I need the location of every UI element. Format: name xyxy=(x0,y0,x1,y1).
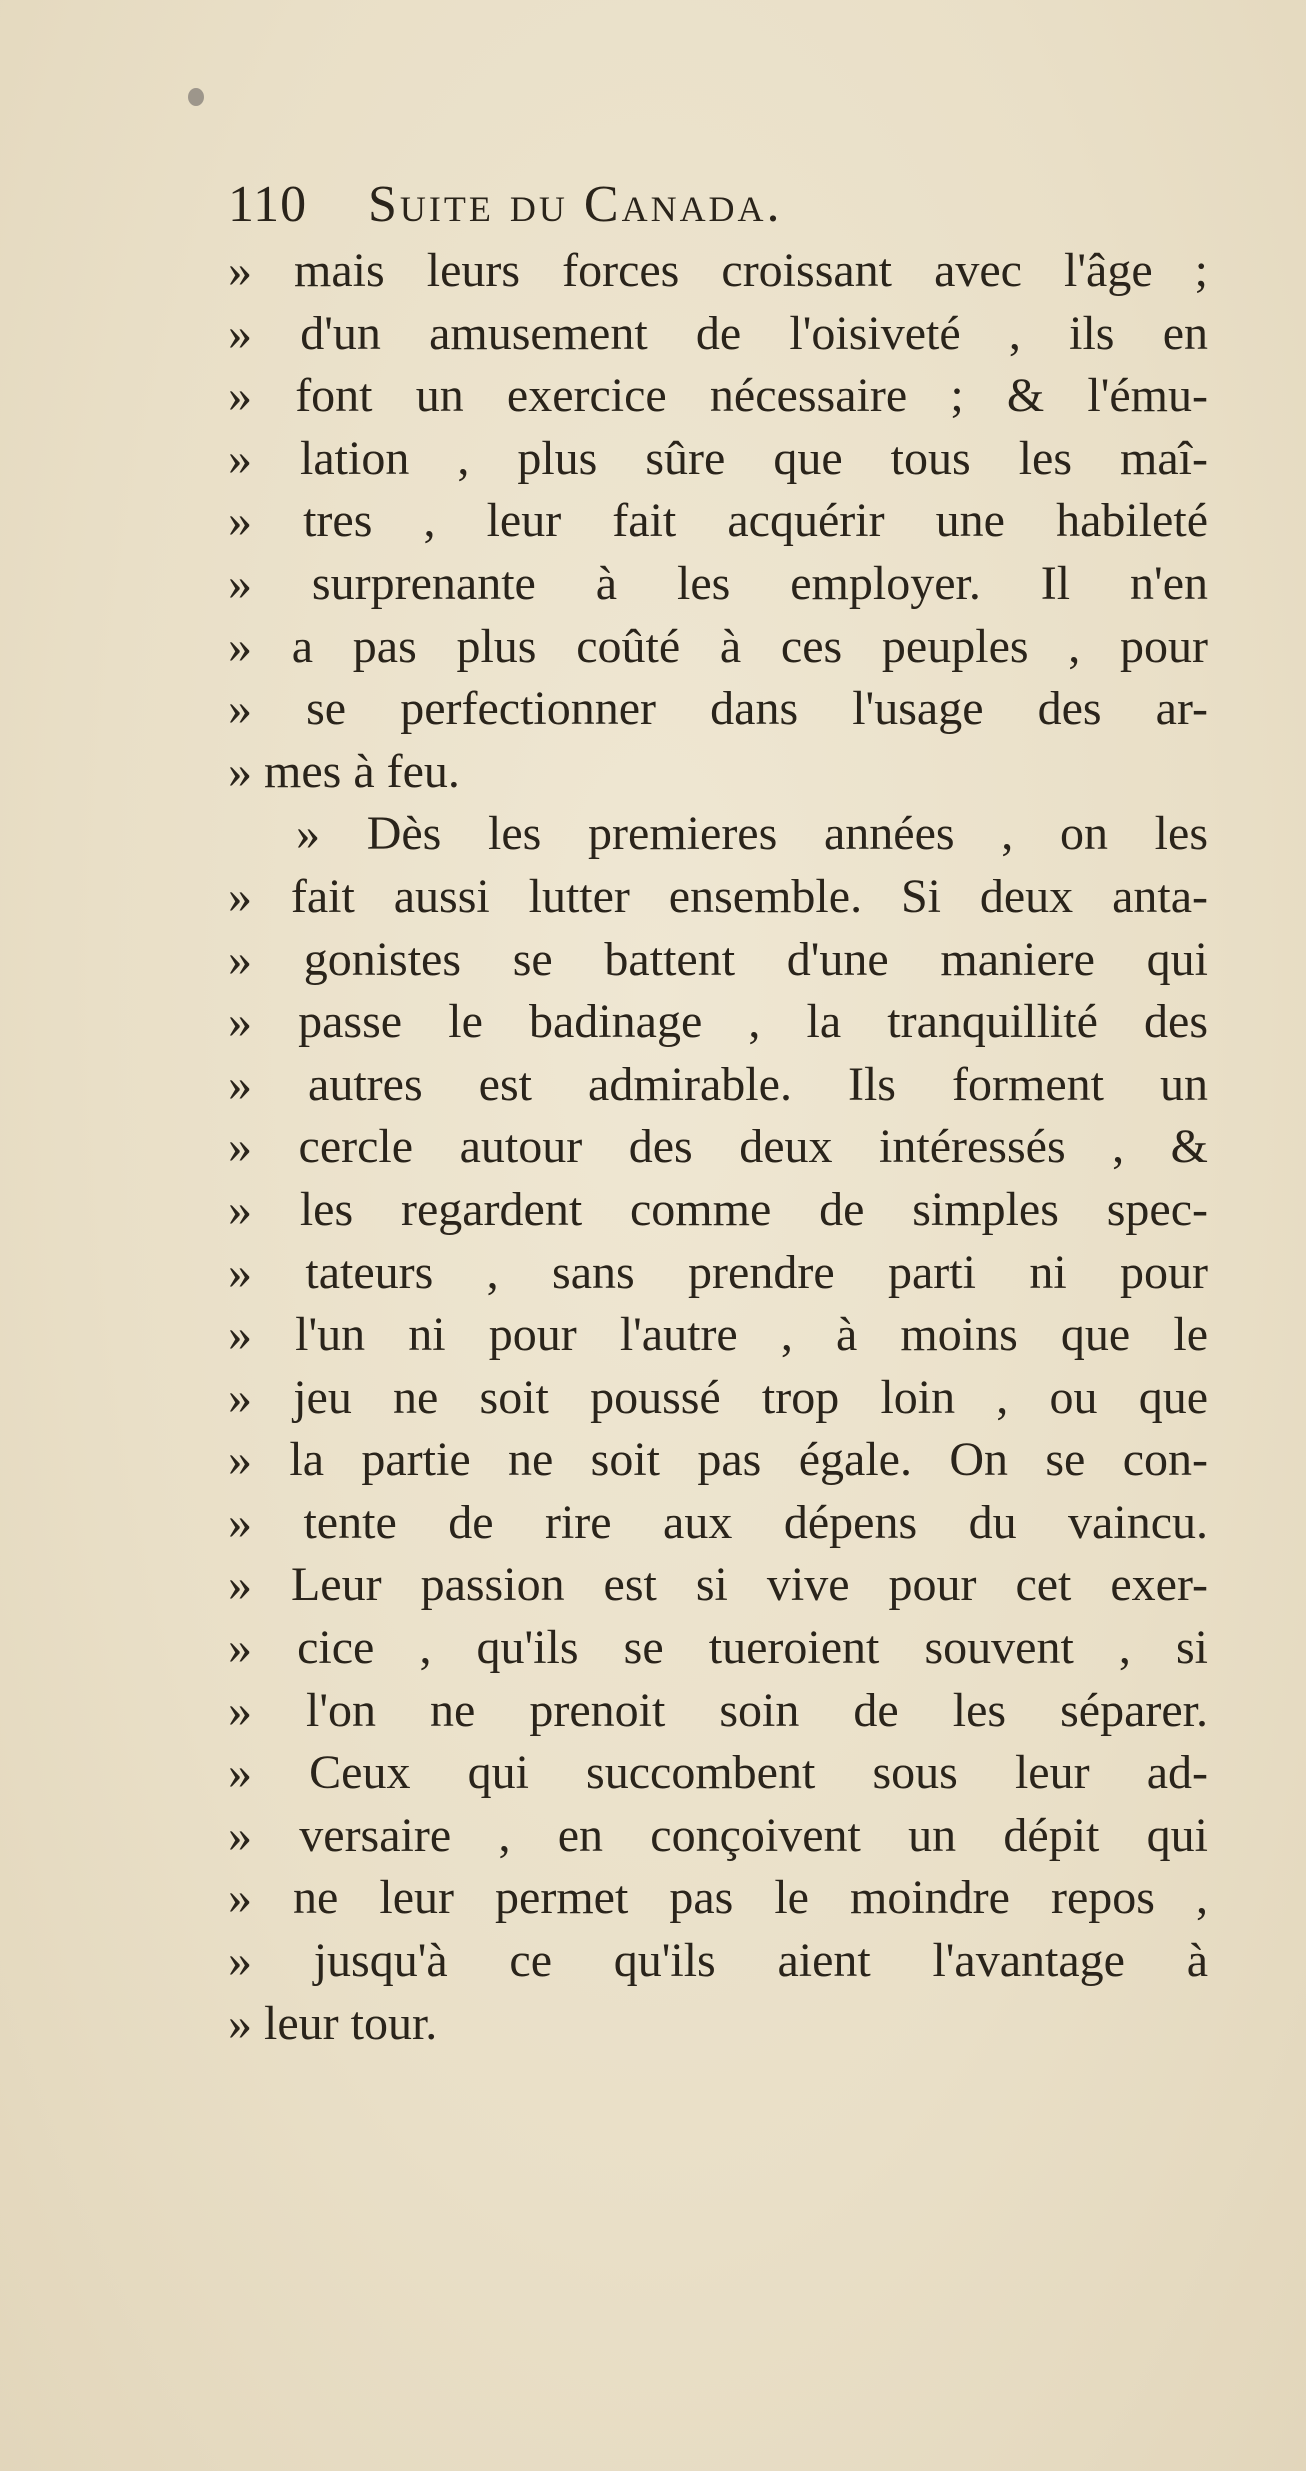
text-line: » passe le badinage , la tranquillité des xyxy=(228,995,1208,1049)
text-line: » tente de rire aux dépens du vaincu. xyxy=(228,1495,1208,1549)
text-line: » tres , leur fait acquérir une habileté xyxy=(228,494,1208,548)
text-line: » tateurs , sans prendre parti ni pour xyxy=(228,1245,1208,1299)
text-line: » l'un ni pour l'autre , à moins que le xyxy=(228,1308,1208,1362)
text-line: » versaire , en conçoivent un dépit qui xyxy=(228,1808,1208,1862)
text-line: » a pas plus coûté à ces peuples , pour xyxy=(228,619,1208,673)
text-line: » surprenante à les employer. Il n'en xyxy=(228,556,1208,610)
text-line: » gonistes se battent d'une maniere qui xyxy=(228,932,1208,986)
text-line: » leur tour. xyxy=(228,1996,438,2050)
text-line: » jeu ne soit poussé trop loin , ou que xyxy=(228,1370,1208,1424)
ink-spot xyxy=(188,88,204,106)
text-line: » Leur passion est si vive pour cet exer- xyxy=(228,1558,1208,1612)
text-line: » lation , plus sûre que tous les maî- xyxy=(228,431,1208,485)
text-line: » se perfectionner dans l'usage des ar- xyxy=(228,682,1208,736)
body-text xyxy=(228,240,1208,2055)
text-line: » autres est admirable. Ils forment un xyxy=(228,1057,1208,1111)
text-line: » d'un amusement de l'oisiveté , ils en xyxy=(228,306,1208,360)
page-number: 110 xyxy=(228,176,308,233)
text-line: » mais leurs forces croissant avec l'âge ; xyxy=(228,244,1208,297)
text-line: » Ceux qui succombent sous leur ad- xyxy=(228,1746,1208,1800)
text-line: » fait aussi lutter ensemble. Si deux anta- xyxy=(228,869,1208,923)
text-line: » ne leur permet pas le moindre repos , xyxy=(228,1871,1208,1925)
text-line: » cice , qu'ils se tueroient souvent , si xyxy=(228,1621,1208,1675)
text-line: » jusqu'à ce qu'ils aient l'avantage à xyxy=(228,1934,1208,1988)
text-line: » mes à feu. xyxy=(228,744,460,798)
text-line: » l'on ne prenoit soin de les séparer. xyxy=(228,1683,1208,1737)
text-line: » font un exercice nécessaire ; & l'ému- xyxy=(228,369,1208,423)
text-line: » cercle autour des deux intéressés , & xyxy=(228,1120,1208,1174)
text-line: » les regardent comme de simples spec- xyxy=(228,1182,1208,1236)
text-line: » la partie ne soit pas égale. On se con- xyxy=(228,1433,1208,1487)
running-head xyxy=(228,175,1128,245)
running-title: Suite du Canada. xyxy=(368,176,783,233)
paragraph-start-line: » Dès les premieres années , on les xyxy=(296,807,1208,861)
